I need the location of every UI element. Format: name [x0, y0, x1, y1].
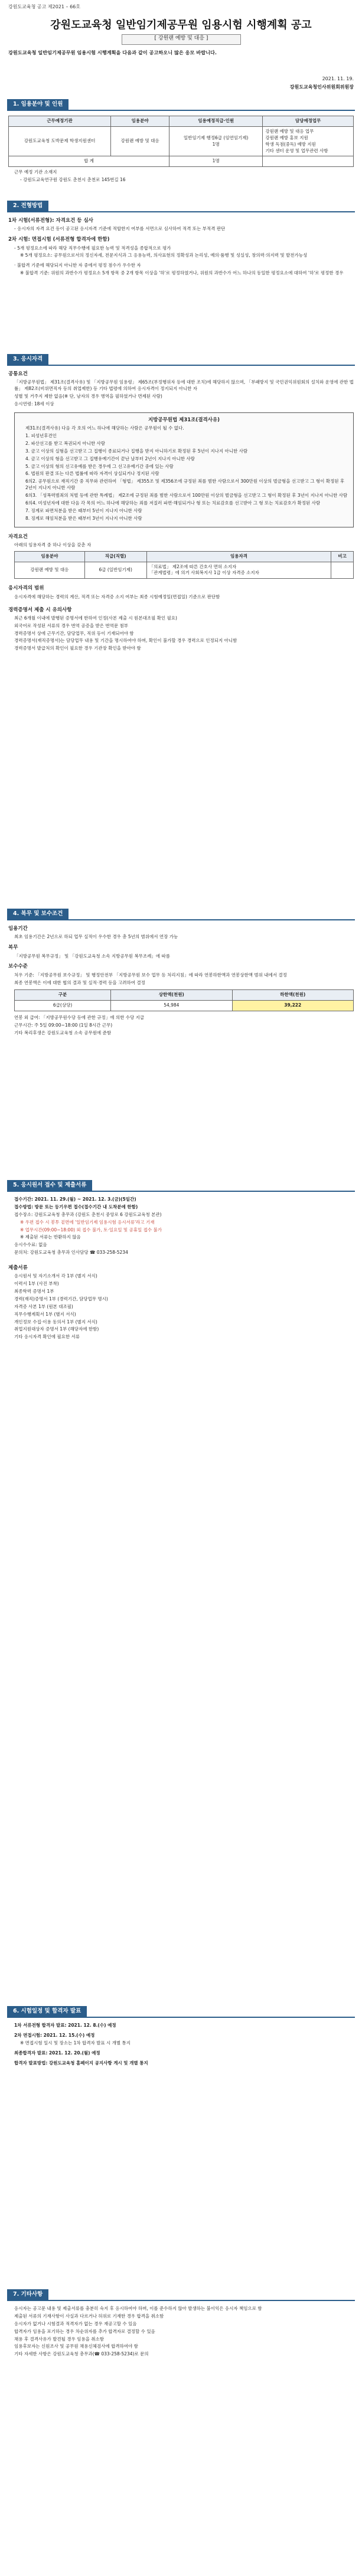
application-item: 응시수수료: 없음 — [14, 1242, 47, 1248]
step-title: 1차 시험(서류전형): 자격요건 등 심사 — [8, 218, 93, 224]
table-cell: 6급 (일반임기제) — [84, 562, 146, 579]
career-item: 최근 6개월 이내에 발행된 증명서에 한하여 인정(사본 제출 시 원본대조필 확인 필요) — [14, 615, 177, 621]
table-cell — [263, 126, 354, 156]
misc-item: 임용후보자는 신원조사 및 공무원 채용신체검사에 합격하여야 함 — [14, 2344, 138, 2349]
section-7-rule — [7, 2300, 355, 2301]
pay-title: 보수수준 — [8, 963, 28, 970]
application-item: 문의처: 강원도교육청 총무과 인사담당 ☎ 033-258-5234 — [14, 1250, 128, 1256]
intro-text: 강원도교육청 일반임기제공무원 임용시험 시행계획을 다음과 같이 공고하오니 많은 응모 바랍니다. — [8, 50, 217, 55]
duty-item: 강원랜 예방 홍보 지원 — [265, 135, 308, 140]
page-title: 강원도교육청 일반임기제공무원 임용시험 시행계획 공고 — [50, 19, 312, 31]
box-line: 2. 파산선고를 받고 복권되지 아니한 사람 — [25, 440, 105, 446]
box-line: 8. 징계로 해임처분을 받은 때부터 3년이 지나지 아니한 사람 — [25, 515, 142, 521]
doc-item: 기타 응시자격 확인에 필요한 서류 — [14, 1334, 80, 1340]
qualification-title: 자격요건 — [8, 533, 28, 540]
notice-number: 강원도교육청 공고 제2021 – 66호 — [8, 4, 80, 9]
step-note: ※ 불합격 기준: 위원의 과반수가 평정요소 5개 항목 중 2개 항목 이상을 '하'로 평정하였거나, 위원의 과반수가 어느 하나의 동일한 평정요소에 대하여 '하'로 평정한 경우 — [20, 270, 344, 276]
step-text: · 불합격 기준에 해당되지 아니한 자 중에서 평정 점수가 우수한 자 — [14, 263, 141, 268]
box-line: 6의2. 공무원으로 재직기간 중 직무와 관련하여 「형법」 제355조 및 제356조에 규정된 죄를 범한 사람으로서 300만원 이상의 벌금형을 선고받고 그 형이 확정된 후 2년이 지나지 아니한 사람 — [25, 479, 345, 491]
step-title: 2차 시험: 면접시험 (서류전형 합격자에 한함) — [8, 237, 110, 243]
application-note: ※ 제출된 서류는 반환하지 않음 — [20, 1234, 81, 1240]
table-cell: 강원랜 예방 및 대응 — [111, 126, 169, 156]
section-3-rule — [7, 365, 355, 366]
common-item: 응시연령: 18세 이상 — [14, 401, 54, 407]
section-2-title: 2. 전형방법 — [7, 201, 48, 211]
step-note: ※ 5개 평정요소: 공무원으로서의 정신자세, 전문지식과 그 응용능력, 의사표현의 정확성과 논리성, 예의·품행 및 성실성, 창의력·의지력 및 발전가능성 — [20, 253, 308, 258]
note: 근무 예정 기관 소재지 — [14, 169, 57, 175]
table-header: 구분 — [15, 990, 111, 1001]
step-text: - 응시자의 자격 요건 등이 공고된 응시자격 기준에 적합한지 여부를 서면으로 심사하여 적격 또는 부적격 판단 — [14, 226, 226, 232]
table-cell — [169, 126, 263, 156]
section-6-rule — [7, 2017, 355, 2018]
box-title: 지방공무원법 제31조(결격사유) — [148, 417, 220, 423]
career-title: 경력증명서 제출 시 유의사항 — [8, 607, 72, 613]
common-item: 「지방공무원법」 제31조(결격사유) 및 「지방공무원 임용령」 제65조(부정행위자 등에 대한 조치)에 해당하지 않으며, 「부패방지 및 국민권익위원회의 설치와 운영에 관한 법률」 제82조(비위면직자 등의 취업제한) 등 기타 법령에 의하여 응시자격이 정지되지 아니한 자 — [14, 379, 354, 392]
pay-note: 연봉 외 급여: 「지방공무원수당 등에 관한 규정」에 의한 수당 지급 — [14, 1015, 145, 1021]
closing-title: 응시자격의 범위 — [8, 585, 44, 592]
duty-item: 강원랜 예방 및 대응 업무 — [265, 128, 314, 134]
schedule-item: 최종합격자 발표: 2021. 12. 20.(월) 예정 — [14, 2050, 100, 2056]
common-item: 성별 및 거주지 제한 없음(※ 단, 남자의 경우 병역을 필하였거나 면제된 사람) — [14, 394, 162, 399]
table-header: 임용예정직급·인원 — [169, 116, 263, 127]
table-cell — [146, 562, 331, 579]
section-4-rule — [7, 919, 355, 920]
box-line: 6. 법원의 판결 또는 다른 법률에 따라 자격이 상실되거나 정지된 사람 — [25, 471, 159, 477]
section-6-body — [8, 2023, 354, 2067]
section-1-title: 1. 임용분야 및 인원 — [7, 99, 69, 110]
notice-organization: 강원도교육청인사위원회위원장 — [289, 84, 354, 90]
section-7-body — [8, 2306, 354, 2359]
duty-text: 「지방공무원 복무규정」 및 「강원도교육청 소속 지방공무원 복무조례」에 따름 — [14, 953, 171, 959]
application-item: 접수장소: 강원도교육청 총무과 (강원도 춘천시 중앙로 6 강원도교육청 본관) — [14, 1211, 162, 1217]
table-header: 근무예정기관 — [9, 116, 111, 127]
career-item: 경력증명서 상에 근무기간, 담당업무, 직위 등이 기재되어야 함 — [14, 630, 134, 636]
table-cell: 6급(상당) — [15, 1001, 111, 1011]
pay-table — [14, 989, 354, 1011]
table-header: 임용자격 — [146, 551, 331, 562]
doc-item: 취업지원대상자 증명서 1부 (해당자에 한함) — [14, 1326, 99, 1332]
pay-note: 근무시간: 주 5일 09:00~18:00 (1일 8시간 근무) — [14, 1022, 113, 1028]
doc-item: 이력서 1부 (사진 부착) — [14, 1281, 59, 1287]
pay-text: 최종 연봉액은 이에 대한 협의 결과 및 실적·경력 등을 고려하여 결정 — [14, 979, 145, 985]
docs-title: 제출서류 — [8, 1265, 28, 1271]
section-1-body — [8, 116, 354, 185]
career-item: 경력증명서 발급처의 확인이 필요한 경우 기관장 확인을 받아야 함 — [14, 645, 141, 651]
pay-note: 기타 복리후생은 강원도교육청 소속 공무원에 준함 — [14, 1030, 112, 1035]
career-item: 외국어로 작성된 서류의 경우 번역 공증을 받은 번역문 첨부 — [14, 622, 128, 628]
section-5-body — [8, 1197, 354, 1342]
term-title: 임용기간 — [8, 926, 28, 932]
table-header: 비고 — [331, 551, 354, 562]
qualification-item: 「관계법령」에 의거 사회복지사 1급 이상 자격증 소지자 — [149, 570, 259, 576]
term-text: 최초 임용기간은 2년으로 하되 업무 실적이 우수한 경우 총 5년의 범위에서 연장 가능 — [14, 934, 178, 940]
step-text: - 5개 평정요소에 따라 해당 직무수행에 필요한 능력 및 적격성을 종합적으로 평가 — [14, 245, 171, 251]
qualification-item: 「의료법」 제2조에 따른 간호사 면허 소지자 — [149, 563, 237, 569]
position-table — [8, 116, 354, 167]
box-line: 3. 금고 이상의 실형을 선고받고 그 집행이 종료되거나 집행을 받지 아니하기로 확정된 후 5년이 지나지 아니한 사람 — [25, 448, 248, 454]
application-note: ※ 우편 접수 시 봉투 겉면에 '일반임기제 임용시험 응시서류'라고 기재 — [20, 1219, 155, 1225]
box-line: 제31조(결격사유) 다음 각 호의 어느 하나에 해당하는 사람은 공무원이 될 수 없다. — [25, 425, 184, 431]
doc-item: 최종학력 증명서 1부 — [14, 1289, 54, 1294]
section-6-title: 6. 시험일정 및 합격자 발표 — [7, 2006, 87, 2017]
schedule-item: 1차 서류전형 합격자 발표: 2021. 12. 8.(수) 예정 — [14, 2023, 116, 2028]
misc-item: 합격자가 임용을 포기하는 경우 차순위자를 추가 합격자로 결정할 수 있음 — [14, 2328, 155, 2334]
schedule-note: ※ 면접시험 일시 및 장소는 1차 합격자 발표 시 개별 통지 — [20, 2040, 131, 2046]
box-line: 6의3. 「성폭력범죄의 처벌 등에 관한 특례법」 제2조에 규정된 죄를 범한 사람으로서 100만원 이상의 벌금형을 선고받고 그 형이 확정된 후 3년이 지나지 아니한 사람 — [25, 493, 348, 498]
section-5-rule — [7, 1191, 355, 1192]
total-count: 1명 — [169, 156, 263, 167]
career-item: 경력증명서(재직증명서)는 담당업무 내용 및 기간을 명시하여야 하며, 확인이 불가할 경우 경력으로 인정되지 아니함 — [14, 638, 237, 644]
section-3-body — [8, 371, 354, 653]
doc-item: 개인정보 수집·이용 동의서 1부 (별지 서식) — [14, 1319, 97, 1325]
table-cell: 54,984 — [111, 1001, 232, 1011]
duty-item: 기타 센터 운영 및 업무관련 사항 — [265, 148, 328, 153]
section-3-title: 3. 응시자격 — [7, 354, 48, 365]
duty-title: 복무 — [8, 945, 18, 951]
box-line: 1. 피성년후견인 — [25, 433, 57, 438]
section-1-rule — [7, 110, 355, 111]
qualification-note: 아래의 임용자격 중 하나 이상을 갖춘 자 — [14, 542, 92, 548]
table-header: 상한액(천원) — [111, 990, 232, 1001]
application-item: 접수기간: 2021. 11. 29.(월) ~ 2021. 12. 3.(금)(5일간) — [14, 1197, 136, 1202]
table-cell: 39,222 — [232, 1001, 353, 1011]
table-header: 임용분야 — [111, 116, 169, 127]
table-header: 하한액(천원) — [232, 990, 353, 1001]
box-line: 7. 징계로 파면처분을 받은 때부터 5년이 지나지 아니한 사람 — [25, 507, 142, 513]
note: - 강원도교육연구원 강원도 춘천시 춘천로 145번길 16 — [20, 177, 126, 183]
misc-item: 기타 자세한 사항은 강원도교육청 총무과(☎ 033-258-5234)로 문의 — [14, 2351, 149, 2357]
box-line: 4. 금고 이상의 형을 선고받고 그 집행유예기간이 끝난 날부터 2년이 지나지 아니한 사람 — [25, 455, 195, 461]
table-cell — [263, 156, 354, 167]
misc-item: 제출된 서류의 기재사항이 사실과 다르거나 허위로 기재한 경우 합격을 취소함 — [14, 2313, 164, 2319]
table-header: 담당예정업무 — [263, 116, 354, 127]
doc-item: 자격증 사본 1부 (원본 대조필) — [14, 1303, 73, 1309]
doc-item: 응시원서 및 자기소개서 각 1부 (별지 서식) — [14, 1273, 97, 1279]
pay-text: 처우 기준: 「지방공무원 보수규정」 및 행정안전부 「지방공무원 보수 업무 등 처리지침」에 따라 연봉하한액과 연봉상한액 범위 내에서 결정 — [14, 972, 287, 978]
table-header: 직급(직렬) — [84, 551, 146, 562]
doc-item: 경력(재직)증명서 1부 (경력기간, 담당업무 명시) — [14, 1296, 108, 1302]
box-line: 5. 금고 이상의 형의 선고유예를 받은 경우에 그 선고유예기간 중에 있는 사람 — [25, 463, 174, 469]
table-cell: 강원도교육청 도박문제 학생지원센터 — [9, 126, 111, 156]
table-header: 임용분야 — [15, 551, 85, 562]
table-cell — [331, 562, 354, 579]
misc-item: 채용 후 결격사유가 발견될 경우 임용을 취소함 — [14, 2336, 104, 2342]
disqualification-box — [14, 412, 354, 527]
misc-item: 응시자가 없거나 시험결과 적격자가 없는 경우 재공고할 수 있음 — [14, 2321, 137, 2326]
application-item: 접수방법: 방문 또는 등기우편 접수(접수기간 내 도착분에 한함) — [14, 1204, 138, 1210]
closing-item: 응시자격에 해당하는 경력의 계산, 적격 또는 자격증 소지 여부는 최종 시험예정일(면접일) 기준으로 판단함 — [14, 594, 220, 599]
rank-text: 일반임기제 행정6급 (임연임기제) — [183, 135, 249, 140]
application-note: ※ 업무시간(09:00~18:00) 외 접수 불가, 토·일요일 및 공휴일 접수 불가 — [20, 1227, 162, 1233]
doc-item: 직무수행계획서 1부 (별지 서식) — [14, 1311, 76, 1317]
section-2-body — [8, 217, 354, 278]
box-line: 6의4. 미성년자에 대한 다음 각 목의 어느 하나에 해당하는 죄를 저질러 파면·해임되거나 형 또는 치료감호를 선고받아 그 형 또는 치료감호가 확정된 사람 — [25, 500, 321, 506]
section-2-rule — [7, 211, 355, 212]
schedule-item: 합격자 발표방법: 강원도교육청 홈페이지 공지사항 게시 및 개별 통지 — [14, 2060, 148, 2066]
section-7-title: 7. 기타사항 — [7, 2289, 48, 2300]
schedule-item: 2차 면접시험: 2021. 12. 15.(수) 예정 — [14, 2032, 95, 2038]
common-title: 공통요건 — [8, 371, 28, 377]
notice-date: 2021. 11. 19. — [322, 76, 354, 81]
subtitle: [ 강원랜 예방 및 대응 ] — [122, 34, 241, 45]
total-label: 합 계 — [9, 156, 169, 167]
qualification-table — [14, 551, 354, 579]
section-4-body — [8, 925, 354, 1038]
section-5-title: 5. 응시원서 접수 및 제출서류 — [7, 1180, 92, 1191]
table-cell: 강원랜 예방 및 대응 — [15, 562, 85, 579]
section-4-title: 4. 복무 및 보수조건 — [7, 909, 69, 919]
count-text: 1명 — [212, 141, 220, 147]
misc-item: 응시자는 공고문 내용 및 제출서류를 충분히 숙지 후 응시하여야 하며, 이를 준수하지 않아 발생하는 불이익은 응시자 책임으로 함 — [14, 2306, 262, 2311]
duty-item: 학생 독점(중독) 예방 지원 — [265, 141, 316, 147]
